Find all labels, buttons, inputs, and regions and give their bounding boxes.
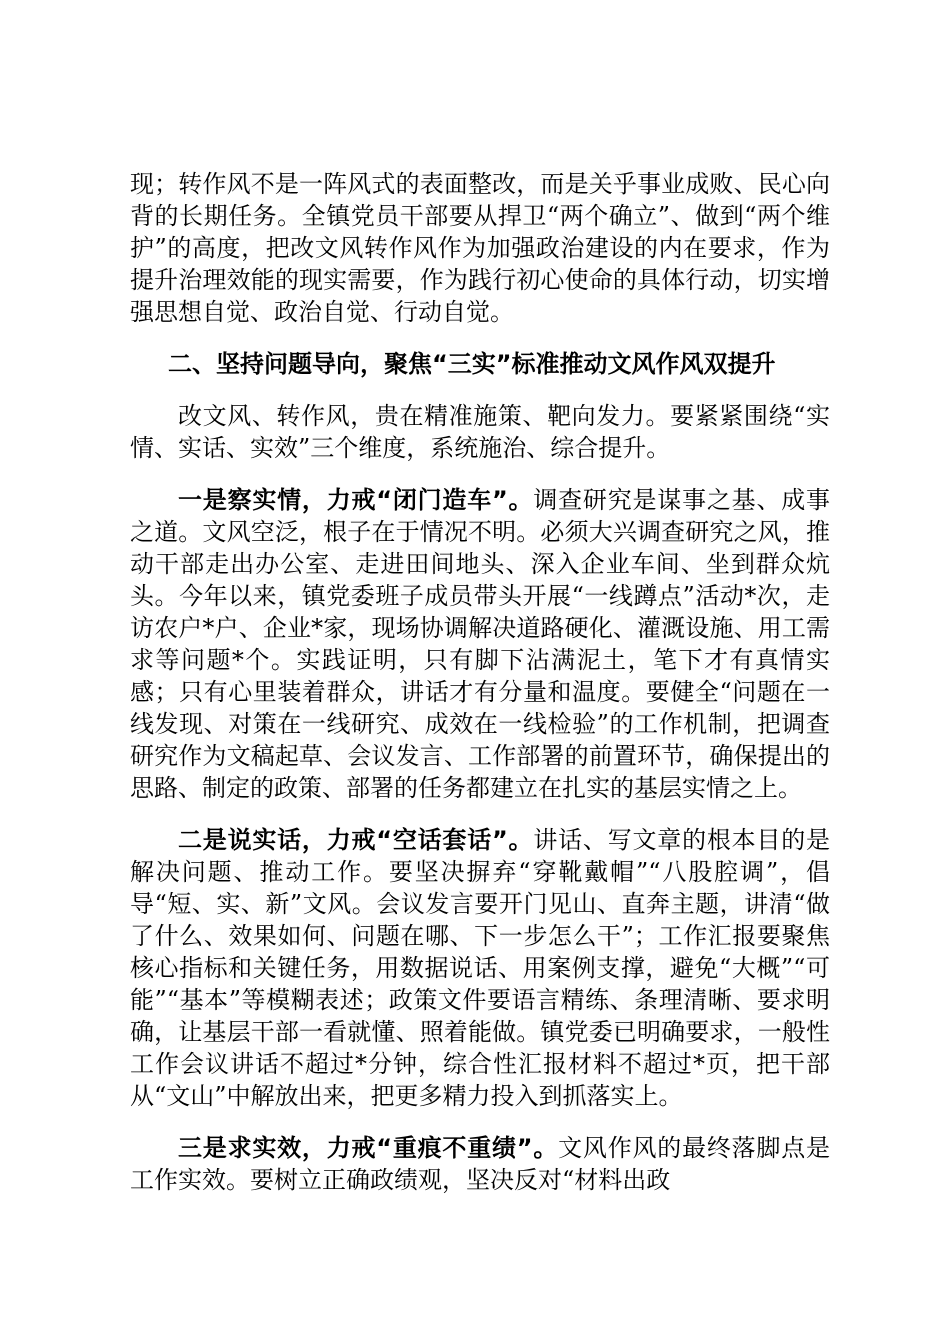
point-three-lead: 三是求实效，力戒“重痕不重绩”。 bbox=[178, 1134, 559, 1162]
document-page bbox=[130, 168, 830, 1196]
point-one-paragraph bbox=[130, 484, 830, 804]
section-intro-paragraph: 改文风、转作风，贵在精准施策、靶向发力。要紧紧围绕“实情、实话、实效”三个维度，系统施治、综合提升。 bbox=[130, 402, 830, 462]
section-heading: 二、坚持问题导向，聚焦“三实”标准推动文风作风双提升 bbox=[168, 350, 776, 378]
point-three-body: 文风作风的最终落脚点是工作实效。要树立正确政绩观，坚决反对“材料出政 bbox=[130, 1134, 831, 1194]
point-two-body: 讲话、写文章的根本目的是解决问题、推动工作。要坚决摒弃“穿靴戴帽”“八股腔调”，倡导“短、实、新”文风。会议发言要开门见山、直奔主题，讲清“做了什么、效果如何、问题在哪、下一步怎么干”；工作汇报要聚焦核心指标和关键任务，用数据说话、用案例支撑，避免“大概”“可能”“基本”等模糊表述；政策文件要语言精练、条理清晰、要求明确，让基层干部一看就懂、照着能做。镇党委已明确要求，一般性工作会议讲话不超过*分钟，综合性汇报材料不超过*页，把干部从“文山”中解放出来，把更多精力投入到抓落实上。 bbox=[130, 826, 831, 1110]
point-three-paragraph bbox=[130, 1132, 830, 1196]
point-two-paragraph bbox=[130, 824, 830, 1112]
point-one-body: 调查研究是谋事之基、成事之道。文风空泛，根子在于情况不明。必须大兴调查研究之风，推动干部走出办公室、走进田间地头、深入企业车间、坐到群众炕头。今年以来，镇党委班子成员带头开展“一线蹲点”活动*次，走访农户*户、企业*家，现场协调解决道路硬化、灌溉设施、用工需求等问题*个。实践证明，只有脚下沾满泥土，笔下才有真情实感；只有心里装着群众，讲话才有分量和温度。要健全“问题在一线发现、对策在一线研究、成效在一线检验”的工作机制，把调查研究作为文稿起草、会议发言、工作部署的前置环节，确保提出的思路、制定的政策、部署的任务都建立在扎实的基层实情之上。 bbox=[130, 486, 831, 802]
point-two-lead: 二是说实话，力戒“空话套话”。 bbox=[178, 826, 534, 854]
point-one-lead: 一是察实情，力戒“闭门造车”。 bbox=[178, 486, 534, 514]
paragraph-continued: 现；转作风不是一阵风式的表面整改，而是关乎事业成败、民心向背的长期任务。全镇党员干部要从捍卫“两个确立”、做到“两个维护”的高度，把改文风转作风作为加强政治建设的内在要求，作为提升治理效能的现实需要，作为践行初心使命的具体行动，切实增强思想自觉、政治自觉、行动自觉。 bbox=[130, 170, 830, 326]
